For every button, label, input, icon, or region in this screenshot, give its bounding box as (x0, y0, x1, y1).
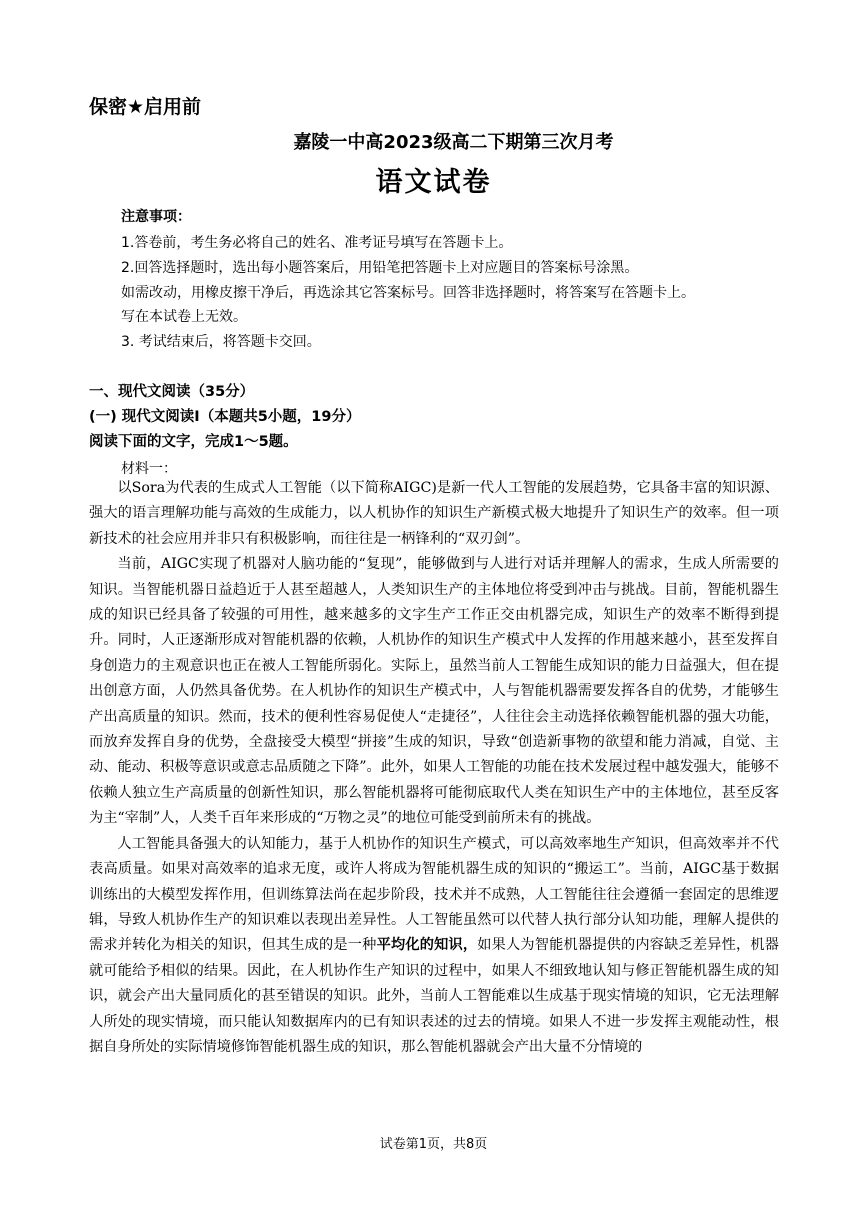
notes-heading: 注意事项： (121, 209, 191, 225)
note-item: 1.答卷前，考生务必将自己的姓名、准考证号填写在答题卡上。 (121, 235, 513, 251)
subject-title: 语文试卷 (375, 167, 492, 198)
paragraph: 当前，AIGC实现了机器对人脑功能的“复现”，能够做到与人进行对话并理解人的需求，生成人所需要的知识。当智能机器日益趋近于人甚至超越人，人类知识生产的主体地位将受到冲击与挑战。目前，智能机器生成的知识已经具备了较强的可用性，越来越多的文字生产工作正交由机器完成，知识生产的效率不断得到提升。同时，人正逐渐形成对智能机器的依赖，人机协作的知识生产模式中人发挥的作用越来越小，甚至发挥自身创造力的主观意识也正在被人工智能所弱化。实际上，虽然当前人工智能生成知识的能力日益强大，但在提出创意方面，人仍然具备优势。在人机协作的知识生产模式中，人与智能机器需要发挥各自的优势，才能够生产出高质量的知识。然而，技术的便利性容易促使人“走捷径”，人往往会主动选择依赖智能机器的强大功能，而放弃发挥自身的优势，全盘接受大模型“拼接”生成的知识，导致“创造新事物的欲望和能力消减，自觉、主动、能动、积极等意识或意志品质随之下降”。此外，如果人工智能的功能在技术发展过程中越发强大，能够不依赖人独立生产高质量的创新性知识，那么智能机器将可能彻底取代人类在知识生产中的主体地位，甚至反客为主“宰制”人，人类千百年来形成的“万物之灵”的地位可能受到前所未有的挑战。 (89, 556, 779, 827)
note-item: 写在本试卷上无效。 (121, 309, 247, 325)
paragraph-text: 人工智能具备强大的认知能力，基于人机协作的知识生产模式，可以高效率地生产知识，但高效率并不代表高质量。如果对高效率的追求无度，或许人将成为智能机器生成的知识的“搬运工”。当前，AIGC基于数据训练出的大模型发挥作用，但训练算法尚在起步阶段，技术并不成熟，人工智能往往会遵循一套固定的思维逻辑，导致人机协作生产的知识难以表现出差异性。人工智能虽然可以代替人执行部分认知功能，理解人提供的需求并转化为相关的知识，但其生成的是一种 (89, 835, 779, 954)
paragraph (89, 832, 779, 1061)
page-footer: 试卷第1页，共8页 (379, 1137, 488, 1152)
reading-passage (89, 476, 779, 1060)
reading-instruction: 阅读下面的文字，完成1～5题。 (89, 434, 298, 450)
note-item: 2.回答选择题时，选出每小题答案后，用铅笔把答题卡上对应题目的答案标号涂黑。 (121, 260, 639, 276)
material-label: 材料一： (121, 461, 177, 477)
note-item: 如需改动，用橡皮擦干净后，再选涂其它答案标号。回答非选择题时，将答案写在答题卡上。 (121, 285, 695, 301)
paragraph-text: 如果人为智能机器提供的内容缺乏差异性，机器就可能给予相似的结果。因此，在人机协作生产知识的过程中，如果人不细致地认知与修正智能机器生成的知识，就会产出大量同质化的甚至错误的知识。此外，当前人工智能难以生成基于现实情境的知识，它无法理解人所处的现实情境，而只能认知数据库内的已有知识表述的过去的情境。如果人不进一步发挥主观能动性，根据自身所处的实际情境修饰智能机器生成的知识，那么智能机器就会产出大量不分情境的 (89, 937, 779, 1055)
note-item: 3. 考试结束后，将答题卡交回。 (121, 334, 321, 350)
subsection-heading: (一) 现代文阅读I（本题共5小题，19分） (89, 409, 361, 425)
exam-title: 嘉陵一中高2023级高二下期第三次月考 (293, 132, 614, 153)
paragraph: 以Sora为代表的生成式人工智能（以下简称AIGC)是新一代人工智能的发展趋势，它具备丰富的知识源、强大的语言理解功能与高效的生成能力，以人机协作的知识生产新模式极大地提升了知识生产的效率。但一项新技术的社会应用并非只有积极影响，而往往是一柄锋利的“双刃剑”。 (89, 480, 779, 547)
secret-mark: 保密★启用前 (89, 96, 202, 118)
emphasis-text: 平均化的知识， (376, 937, 478, 954)
section-heading: 一、现代文阅读（35分） (89, 384, 255, 400)
